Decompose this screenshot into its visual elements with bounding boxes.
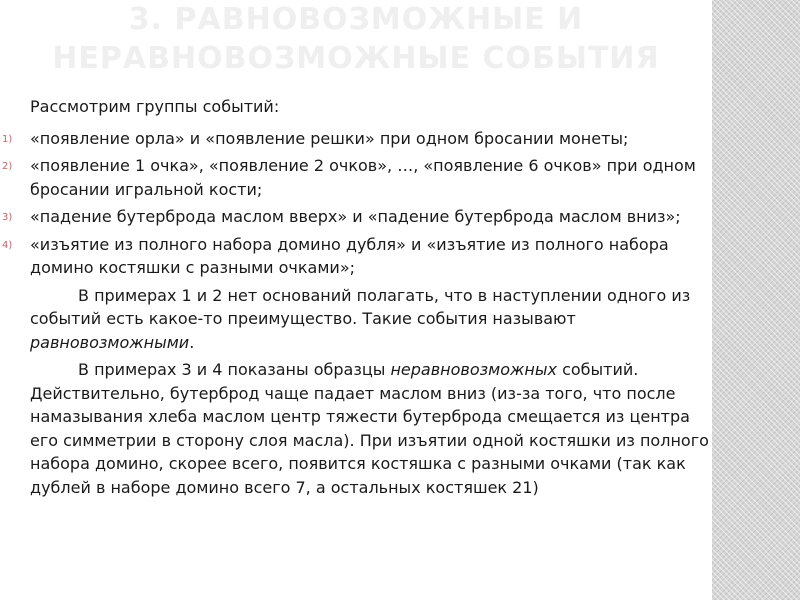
list-item-text: «изъятие из полного набора домино дубля» и «изъятие из полного набора домино костяшки с разными очками»; bbox=[30, 234, 669, 277]
list-item bbox=[2, 205, 720, 229]
list-item-number: 4) bbox=[2, 239, 13, 251]
slide-title bbox=[0, 0, 712, 78]
emphasized-term: равновозможными bbox=[30, 332, 190, 352]
decorative-side-stripe bbox=[712, 0, 800, 600]
intro-text: Рассмотрим группы событий: bbox=[30, 97, 280, 116]
paragraph-text: В примерах 3 и 4 показаны образцы bbox=[78, 360, 391, 379]
list-item bbox=[2, 127, 720, 151]
list-item-number: 2) bbox=[2, 161, 13, 172]
paragraph-text: . bbox=[189, 332, 195, 352]
slide-title-line-2: НЕРАВНОВОЗМОЖНЫЕ СОБЫТИЯ bbox=[52, 41, 660, 76]
paragraph-equiprobable bbox=[30, 284, 720, 355]
event-groups-list bbox=[2, 127, 720, 280]
paragraph-text: В примерах 1 и 2 нет оснований полагать, что в наступлении одного из событий есть какое-то преимущество. Такие события называют bbox=[30, 285, 691, 328]
list-item-text: «появление орла» и «появление решки» при одном бросании монеты; bbox=[30, 128, 629, 148]
list-item-number: 3) bbox=[2, 212, 13, 223]
list-item-text: «появление 1 очка», «появление 2 очков», …, «появление 6 очков» при одном бросании игральной кости; bbox=[30, 156, 696, 199]
list-item bbox=[2, 233, 720, 280]
emphasized-term: неравновозможных bbox=[390, 360, 557, 379]
paragraph-text: событий. Действительно, бутерброд чаще падает маслом вниз (из-за того, что после намазывания хлеба маслом центр тяжести бутерброда смещается из центра его симметрии в сторону слоя масла). При изъятии одной костяшки из полного набора домино, скорее всего, появится костяшка с разными очками (так как дублей в наборе домино всего 7, а остальных костяшек 21) bbox=[30, 360, 709, 497]
paragraph-non-equiprobable bbox=[30, 358, 720, 499]
list-item-number: 1) bbox=[2, 133, 13, 145]
list-item bbox=[2, 154, 720, 201]
list-item-text: «падение бутерброда маслом вверх» и «падение бутерброда маслом вниз»; bbox=[30, 207, 681, 226]
slide-body bbox=[2, 95, 720, 503]
slide-title-line-1: 3. РАВНОВОЗМОЖНЫЕ И bbox=[128, 2, 584, 37]
